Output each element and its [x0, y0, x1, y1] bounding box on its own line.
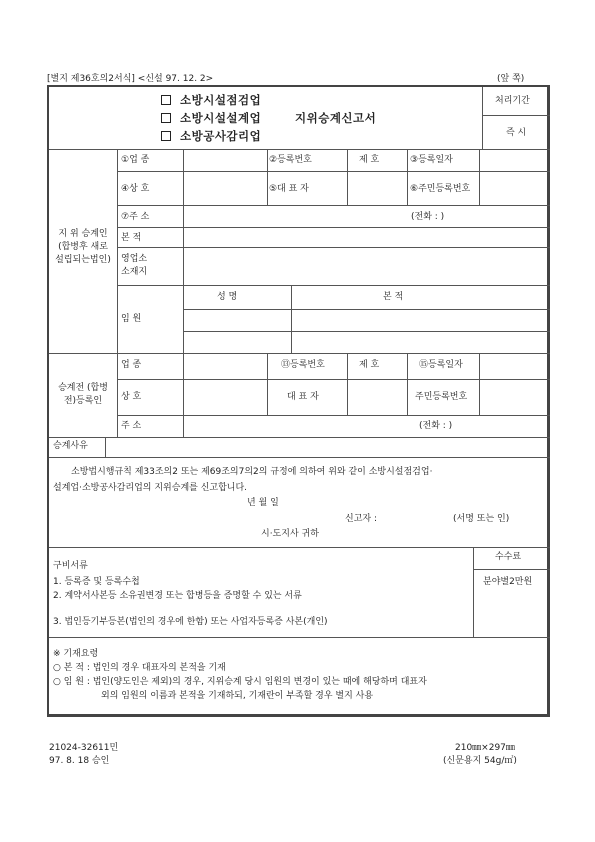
declarant-label: 신고자 : — [345, 514, 377, 524]
form-code: 21024-32611민 — [49, 743, 119, 753]
fee-label: 수수료 — [495, 552, 522, 562]
predecessor-section-label: 승계전 (합병 전)등록인 — [58, 383, 108, 406]
required-document-1: 1. 등록증 및 등록수첩 — [53, 577, 140, 587]
required-document-3: 3. 법인등기부등본(법인의 경우에 한함) 또는 사업자등록증 사본(개인) — [53, 617, 328, 627]
successor-representative-label: ⑤대 표 자 — [269, 184, 309, 194]
fee-value: 분야별2만원 — [483, 577, 533, 587]
notes-title: ※ 기재요령 — [53, 649, 99, 659]
succession-reason-label: 승계사유 — [53, 441, 88, 451]
title-line-2: 소방시설설계업 — [161, 113, 261, 124]
predecessor-reg-no-label: ⑬등록번호 — [281, 360, 325, 370]
declaration-form — [47, 85, 550, 717]
document-title: 지위승계신고서 — [295, 111, 377, 125]
declaration-body-line-2: 설계업·소방공사감리업의 지위승계를 신고합니다. — [53, 483, 248, 493]
successor-officers-label: 임 원 — [121, 314, 142, 324]
paper-size: 210㎜×297㎜ — [455, 743, 515, 753]
successor-reg-date-label: ③등록일자 — [410, 155, 453, 165]
predecessor-address-label: 주 소 — [121, 421, 142, 431]
checkbox-design[interactable] — [161, 113, 171, 123]
title-line-3: 소방공사감리업 — [161, 131, 261, 142]
successor-address-label: ⑦주 소 — [121, 212, 150, 222]
page-side-label: (앞 쪽) — [497, 74, 525, 84]
predecessor-reg-date-label: ⑮등록일자 — [419, 360, 463, 370]
officers-name-column: 성 명 — [217, 292, 238, 302]
addressee: 시·도지사 귀하 — [261, 529, 319, 539]
successor-reg-no-value: 제 호 — [359, 155, 380, 165]
required-document-2: 2. 계약서사본등 소유권변경 또는 합병등을 증명할 수 있는 서류 — [53, 591, 302, 601]
successor-business-type-label: ①업 종 — [121, 155, 150, 165]
required-documents-title: 구비서류 — [53, 561, 88, 571]
title-line-1: 소방시설점검업 — [161, 95, 261, 106]
successor-office-location-label: 영업소 소재지 — [121, 254, 148, 277]
predecessor-reg-no-value: 제 호 — [359, 360, 380, 370]
predecessor-business-type-label: 업 종 — [121, 360, 142, 370]
paper-type: (신문용지 54g/㎡) — [443, 756, 517, 766]
officer-note-line-2: 외의 임원의 이름과 본적을 기재하되, 기재란이 부족할 경우 별지 사용 — [101, 691, 374, 701]
officers-domicile-column: 본 적 — [383, 292, 404, 302]
successor-trade-name-label: ④상 호 — [121, 184, 150, 194]
approval-date: 97. 8. 18 승인 — [49, 756, 110, 766]
checkbox-supervision[interactable] — [161, 131, 171, 141]
predecessor-trade-name-label: 상 호 — [121, 392, 142, 402]
successor-phone: (전화 : ) — [411, 212, 445, 222]
officer-note-line-1: ○ 임 원 : 법인(양도인은 제외)의 경우, 지위승계 당시 임원의 변경이 있는 때에 해당하며 대표자 — [53, 677, 427, 687]
successor-domicile-label: 본 적 — [121, 233, 142, 243]
declaration-date: 년 월 일 — [247, 498, 279, 508]
domicile-note: ○ 본 적 : 법인의 경우 대표자의 본적을 기재 — [53, 663, 226, 673]
declaration-body-line-1: 소방법시행규칙 제33조의2 또는 제69조의7의2의 규정에 의하여 위와 같이 소방시설점검업· — [71, 467, 433, 477]
checkbox-inspection[interactable] — [161, 95, 171, 105]
processing-period-label: 처리기간 — [495, 96, 530, 106]
signature-label: (서명 또는 인) — [453, 514, 510, 524]
predecessor-representative-label: 대 표 자 — [287, 392, 319, 402]
successor-resident-no-label: ⑥주민등록번호 — [410, 184, 471, 194]
processing-period-value: 즉 시 — [506, 128, 527, 138]
successor-reg-no-label: ②등록번호 — [269, 155, 312, 165]
successor-section-label: 지 위 승계인 (합병후 새로 설립되는법인) — [55, 229, 111, 265]
predecessor-resident-no-label: 주민등록번호 — [415, 392, 468, 402]
form-number: [별지 제36호의2서식] <신설 97. 12. 2> — [47, 74, 214, 84]
predecessor-phone: (전화 : ) — [419, 421, 453, 431]
